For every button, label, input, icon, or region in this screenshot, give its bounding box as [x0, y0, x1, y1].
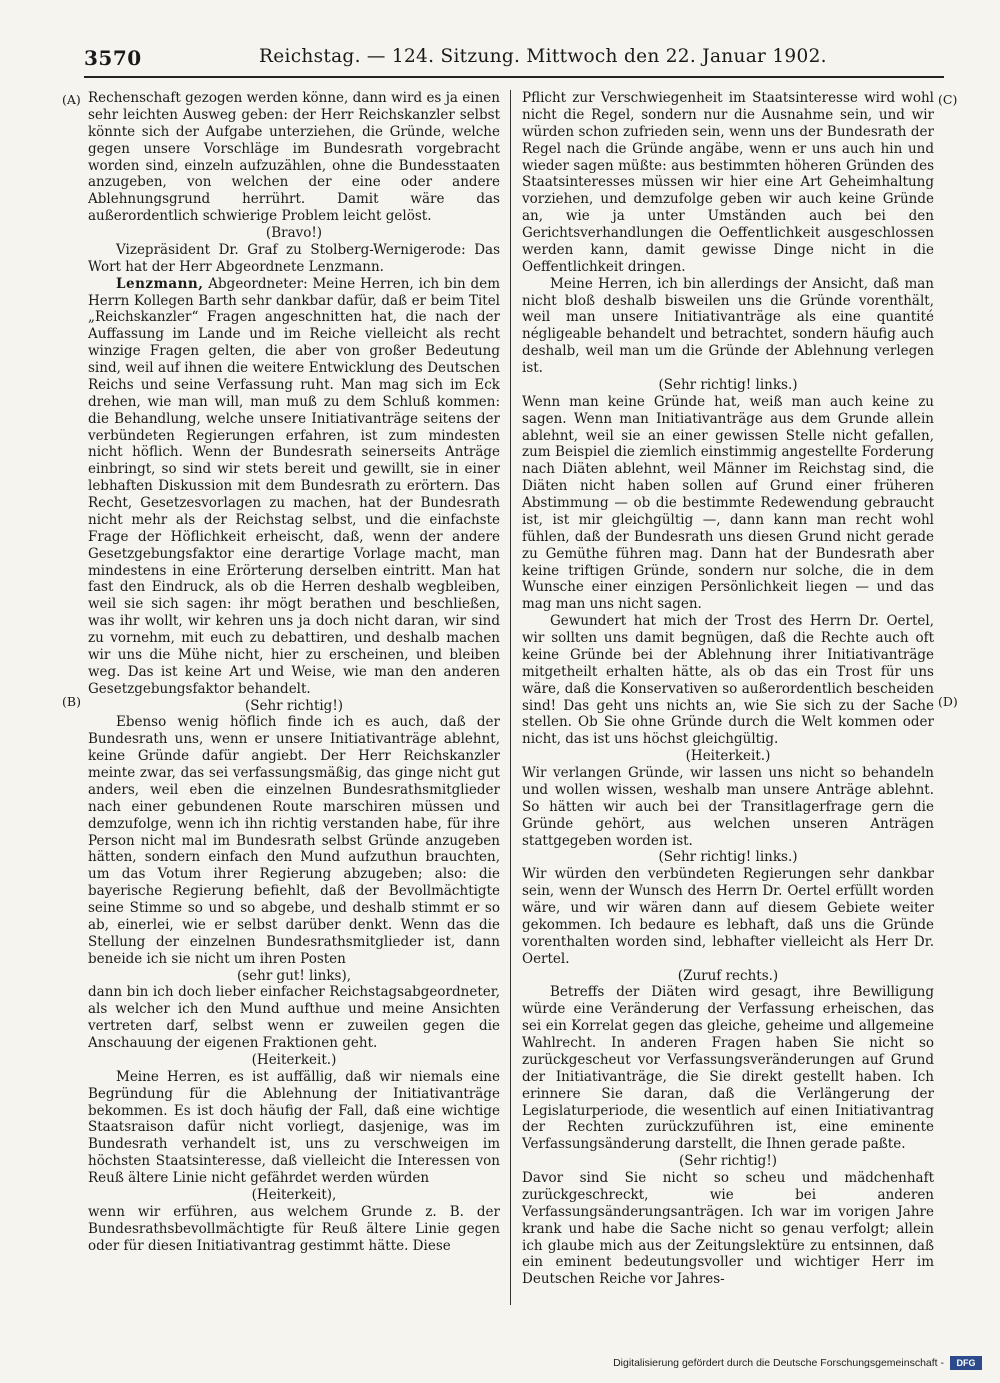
paragraph-text: (Sehr richtig!)	[678, 1153, 778, 1170]
margin-mark-d: (D)	[938, 694, 958, 709]
paragraph-text: Pflicht zur Verschwiegenheit im Staatsinteresse wird wohl nicht die Regel, sondern nur die Ausnahme sein, und wir würden schon zufrieden sein, wenn uns der Bundesrath der Regel nach die Gründe angäbe, wenn er uns auch hin und wieder sagen müßte: aus bestimmten höheren Gründen des Staatsinteresses müssen wir hier eine Art Geheimhaltung vorziehen, und demzufolge geben wir auch keine Gründe an, wie ja unter Umständen auch bei den Gerichtsverhandlungen die Oeffentlichkeit ausgeschlossen werden kann, damit gewisse Dinge nicht in die Oeffentlichkeit dringen.	[522, 90, 934, 275]
paragraph-text: Vizepräsident Dr. Graf zu Stolberg-Wernigerode: Das Wort hat der Herr Abgeordnete Lenzmann.	[88, 241, 500, 275]
paragraph	[88, 242, 500, 276]
paragraph-text: (Sehr richtig! links.)	[658, 376, 798, 393]
paragraph-text: Gewundert hat mich der Trost des Herrn Dr. Oertel, wir sollten uns damit begnügen, daß die Rechte auch oft keine Gründe bei der Ablehnung ihrer Initiativanträge mitgetheilt erhalten hätte, als ob das ein Trost für uns wäre, daß die Konservativen so außerordentlich bescheiden sind! Das geht uns nichts an, wie Sie sich zu der Sache stellen. Ob Sie ohne Gründe durch die Welt kommen oder nicht, das ist uns höchst gleichgültig.	[522, 613, 934, 748]
footer-credit	[613, 1356, 982, 1370]
paragraph	[88, 698, 500, 715]
paragraph	[522, 90, 934, 276]
paragraph-text: Ebenso wenig höflich finde ich es auch, daß der Bundesrath uns, wenn er unsere Initiativanträge ablehnt, keine Gründe dafür angiebt. Der Herr Reichskanzler meinte zwar, das sei verfassungsmäßig, das ginge nicht gut anders, weil eben die einzelnen Bundesrathsmitglieder nach einer gebundenen Route marschiren müssen und demzufolge, wenn ich ihn richtig verstanden habe, für ihre Person nicht mal im Bundesrath selbst Gründe anzugeben hätten, sondern einfach den Mund aufzuthun brauchten, um das Votum ihrer Regierung abzugeben; also: die bayerische Regierung befiehlt, daß der Bevollmächtigte seine Stimme so und so abgebe, und deshalb stimmt er so ab, einerlei, wie er selbst darüber denkt. Wenn das die Stellung der einzelnen Bundesrathsmitglieder ist, dann beneide ich sie nicht um ihren Posten	[88, 714, 500, 967]
paragraph-text: Davor sind Sie nicht so scheu und mädchenhaft zurückgeschreckt, wie bei anderen Verfassungsänderungsanträgen. Ich war im vorigen Jahre krank und habe die Sache nicht so genau verfolgt; allein ich glaube mich aus der Zeitungslektüre zu entsinnen, daß ein eminent bedeutungsvoller und wichtiger Herr im Deutschen Reiche vor Jahres-	[522, 1170, 934, 1288]
paragraph	[522, 613, 934, 748]
paragraph-text: (Zuruf rechts.)	[677, 967, 779, 984]
paragraph	[522, 765, 934, 849]
paragraph-text: Betreffs der Diäten wird gesagt, ihre Bewilligung würde eine Veränderung der Verfassung erheischen, das sei ein Korrelat gegen das gleiche, geheime und allgemeine Wahlrecht. In anderen Fragen haben Sie nicht so zurückgescheut vor Verfassungsveränderungen auf Grund der Initiativanträge, die Sie direkt gestellt haben. Ich erinnere Sie daran, daß die Verlängerung der Legislaturperiode, die wesentlich auf einen Initiativantrag der Rechten zurückzuführen ist, eine eminente Verfassungsänderung darstellt, die Ihnen gerade paßte.	[522, 984, 934, 1153]
paragraph	[88, 225, 500, 242]
paragraph	[88, 90, 500, 225]
paragraph-text: Meine Herren, es ist auffällig, daß wir niemals eine Begründung für die Ablehnung der Initiativanträge bekommen. Es ist doch häufig der Fall, daß eine wichtige Staatsraison dafür nicht vorliegt, dasjenige, was im Bundesrath verhandelt ist, uns zu verschweigen im höchsten Staatsinteresse, daß vielleicht die Interessen von Reuß ältere Linie nicht gefährdet werden würden	[88, 1068, 500, 1186]
paragraph-text: (Heiterkeit),	[251, 1186, 337, 1203]
paragraph	[522, 1153, 934, 1170]
paragraph-text: Abgeordneter: Meine Herren, ich bin dem Herrn Kollegen Barth sehr dankbar dafür, daß er beim Titel „Reichskanzler“ Fragen angeschnitten hat, die nach der Auffassung im Lande und im Reiche vielleicht als recht winzige Fragen gelten, die aber von großer Bedeutung sind, weil auf ihnen die weitere Entwicklung des Deutschen Reichs und seine Verfassung ruht. Man mag sich im Eck drehen, wie man will, man muß zu dem Schluß kommen: die Behandlung, welche unsere Initiativanträge seitens der verbündeten Regierungen erfahren, ist zum mindesten nicht höflich. Wenn der Bundesrath seinerseits Anträge einbringt, so sind wir stets bereit und gewillt, sie in einer lebhaften Diskussion mit dem Bundesrath zu erörtern. Das Recht, Gesetzesvorlagen zu machen, hat der Bundesrath nicht mehr als der Reichstag selbst, und die einfachste Frage der Höflichkeit erheischt, daß, wenn der andere Gesetzgebungsfaktor eine derartige Vorlage macht, man mindestens in eine Erörterung derselben eintritt. Man hat fast den Eindruck, als ob die Herren deshalb wegbleiben, weil sie sich sagen: ihr mögt berathen und beschließen, was ihr wollt, wir kehren uns ja doch nicht daran, wir sind zu vornehm, mit euch zu debattiren, und deshalb machen wir uns die Mühe nicht, hier zu erscheinen, und bleiben weg. Das ist keine Art und Weise, wie man den anderen Gesetzgebungsfaktor behandelt.	[88, 275, 500, 697]
paragraph	[88, 276, 500, 698]
paragraph	[88, 1187, 500, 1204]
paragraph-text: Wir würden den verbündeten Regierungen sehr dankbar sein, wenn der Wunsch des Herrn Dr. Oertel erfüllt worden wäre, und wir wären dann auf diesem Gebiete weiter gekommen. Ich bedaure es lebhaft, daß uns die Gründe vorenthalten worden sind, lebhafter vielleicht als Herr Dr. Oertel.	[522, 866, 934, 967]
page-header	[84, 40, 944, 74]
paragraph	[522, 377, 934, 394]
paragraph	[522, 748, 934, 765]
paragraph	[522, 276, 934, 377]
paragraph-text: Wir verlangen Gründe, wir lassen uns nicht so behandeln und wollen wissen, weshalb man unsere Anträge ablehnt. So hätten wir auch bei der Transitlagerfrage gern die Gründe gehört, aus welchen unseren Anträgen stattgegeben worden ist.	[522, 765, 934, 849]
paragraph-text: dann bin ich doch lieber einfacher Reichstagsabgeordneter, als welcher ich den Mund aufthue und meine Ansichten vertreten darf, selbst wenn er zuweilen gegen die Anschauung der eigenen Fraktionen geht.	[88, 984, 500, 1051]
paragraph-text: (Heiterkeit.)	[251, 1051, 337, 1068]
margin-mark-a: (A)	[62, 92, 81, 107]
margin-mark-b: (B)	[62, 694, 81, 709]
paragraph-text: Wenn man keine Gründe hat, weiß man auch keine zu sagen. Wenn man Initiativanträge aus dem Grunde allein ablehnt, weil sie an einer gewissen Stelle nicht gefallen, zum Beispiel die ziemlich einstimmig angestellte Forderung nach Diäten ablehnt, weil Männer im Reichstag sind, die Diäten nicht haben sollen auf Grund einer früheren Abstimmung — ob die bestimmte Redewendung gebraucht ist, ist mir gleichgültig —, dann kann man recht wohl fühlen, daß der Bundesrath uns diesen Grund nicht gerade zu Gemüthe führen mag. Dann hat der Bundesrath aber keine triftigen Gründe, sondern nur solche, die in dem Wunsche einer einzigen Persönlichkeit liegen — und das mag man uns nicht sagen.	[522, 393, 934, 613]
paragraph-text: (Sehr richtig! links.)	[658, 849, 798, 866]
paragraph-text: (Sehr richtig!)	[244, 697, 344, 714]
running-title: Reichstag. — 124. Sitzung. Mittwoch den 22. Januar 1902.	[259, 46, 827, 67]
paragraph	[88, 1069, 500, 1187]
paragraph-text: Meine Herren, ich bin allerdings der Ansicht, daß man nicht bloß deshalb bisweilen uns die Gründe vorenthält, weil man unsere Initiativanträge als eine quantité négligeable behandelt und betrachtet, sondern häufig auch deshalb, weil man um die Gründe der Ablehnung verlegen ist.	[522, 275, 934, 376]
speaker-name: Lenzmann,	[116, 275, 204, 292]
paragraph-text: (sehr gut! links),	[236, 967, 352, 984]
paragraph	[522, 394, 934, 613]
paragraph	[88, 984, 500, 1052]
paragraph-text: Rechenschaft gezogen werden könne, dann wird es ja einen sehr leichten Ausweg geben: der Herr Reichskanzler selbst könnte sich der Aufgabe unterziehen, die Gründe, welche gegen unsere Vorschläge im Bundesrath vorgebracht worden sind, einzeln aufzuzählen, ohne die Bundesstaaten anzugeben, von welchen der eine oder andere Ablehnungsgrund herrührt. Damit wäre das außerordentlich schwierige Problem leicht gelöst.	[88, 90, 500, 225]
paragraph-text: (Heiterkeit.)	[685, 748, 771, 765]
paragraph	[88, 1052, 500, 1069]
margin-mark-c: (C)	[938, 92, 958, 107]
paragraph-text: wenn wir erführen, aus welchem Grunde z. B. der Bundesrathsbevollmächtigte für Reuß ältere Linie gegen oder für diesen Initiativantrag gestimmt hätte. Diese	[88, 1203, 500, 1254]
paragraph-text: (Bravo!)	[265, 225, 323, 241]
paragraph	[522, 866, 934, 967]
left-text-column	[88, 90, 500, 1254]
right-text-column	[522, 90, 934, 1288]
paragraph	[88, 968, 500, 985]
footer-text: Digitalisierung gefördert durch die Deutsche Forschungsgemeinschaft -	[613, 1357, 944, 1369]
paragraph	[522, 849, 934, 866]
paragraph	[522, 968, 934, 985]
paragraph	[522, 984, 934, 1153]
column-divider	[510, 90, 511, 1305]
paragraph	[522, 1170, 934, 1288]
paragraph	[88, 1204, 500, 1255]
page-number: 3570	[84, 46, 142, 70]
header-rule	[84, 76, 944, 78]
dfg-logo: DFG	[950, 1356, 982, 1370]
paragraph	[88, 714, 500, 967]
